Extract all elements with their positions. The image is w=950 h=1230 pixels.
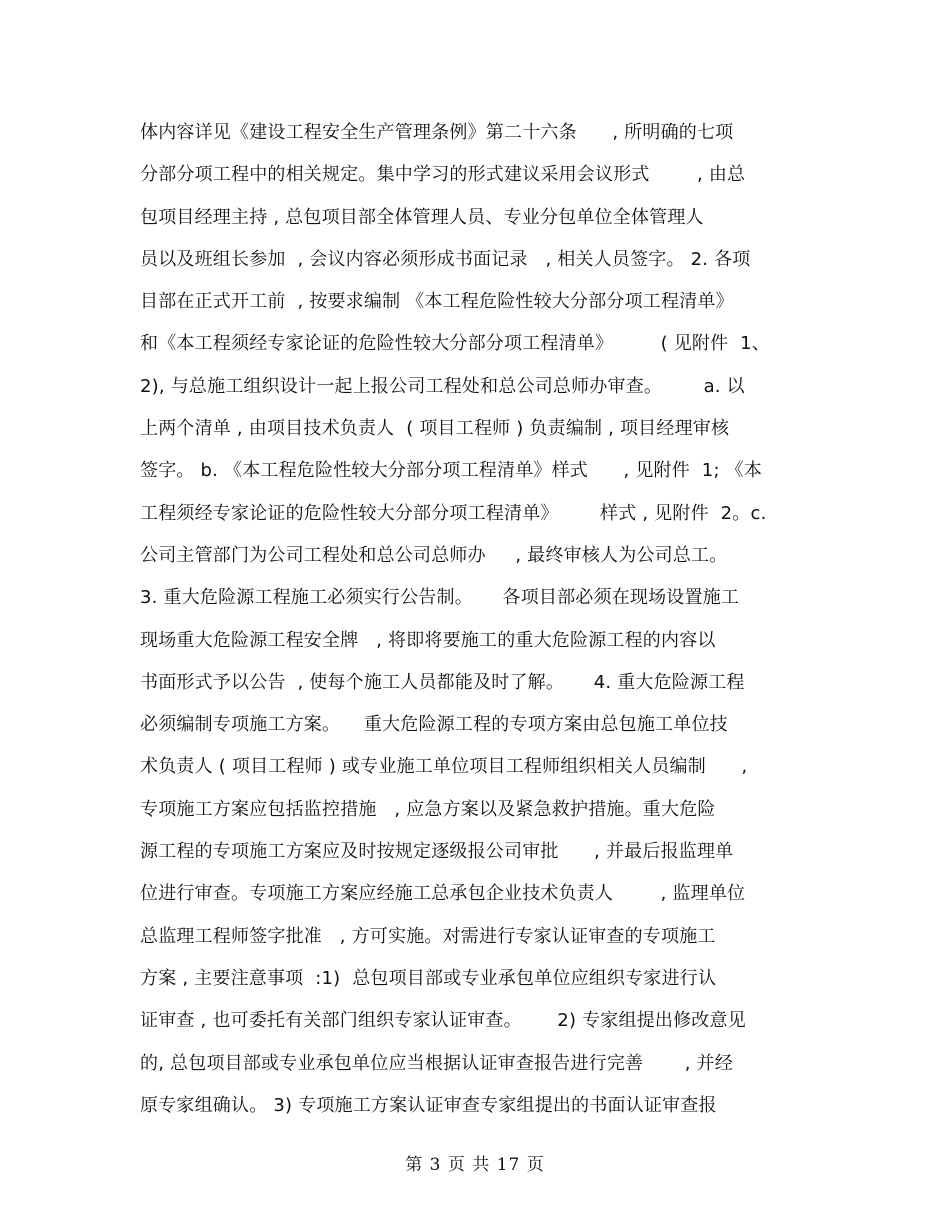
text-line: 包项目经理主持 , 总包项目部全体管理人员、专业分包单位全体管理人 <box>140 206 704 228</box>
text-line: 签字。 b. 《本工程危险性较大分部分项工程清单》样式 , 见附件 1; 《本 <box>140 460 763 482</box>
text-line: 2), 与总施工组织设计一起上报公司工程处和总公司总师办审查。 a. 以 <box>140 375 745 397</box>
text-line: 公司主管部门为公司工程处和总公司总师办 , 最终审核人为公司总工。 <box>140 544 728 566</box>
text-line: 分部分项工程中的相关规定。集中学习的形式建议采用会议形式 , 由总 <box>140 164 746 186</box>
text-line: 术负责人 ( 项目工程师 ) 或专业施工单位项目工程师组织相关人员编制 , <box>140 756 748 778</box>
text-line: 必须编制专项施工方案。 重大危险源工程的专项方案由总包施工单位技 <box>140 714 728 736</box>
body-text <box>140 112 820 1127</box>
text-line: 专项施工方案应包括监控措施 , 应急方案以及紧急救护措施。重大危险 <box>140 798 716 820</box>
text-line: 书面形式予以公告 , 使每个施工人员都能及时了解。 4. 重大危险源工程 <box>140 671 745 693</box>
text-line: 总监理工程师签字批准 , 方可实施。对需进行专家认证审查的专项施工 <box>140 925 716 947</box>
text-line: 员以及班组长参加 , 会议内容必须形成书面记录 , 相关人员签字。 2. 各项 <box>140 248 751 270</box>
text-line: 方案 , 主要注意事项 :1) 总包项目部或专业承包单位应组织专家进行认 <box>140 967 717 989</box>
text-line: 体内容详见《建设工程安全生产管理条例》第二十六条 , 所明确的七项 <box>140 122 734 143</box>
text-line: 原专家组确认。 3) 专项施工方案认证审查专家组提出的书面认证审查报 <box>140 1094 717 1116</box>
text-line: 源工程的专项施工方案应及时按规定逐级报公司审批 , 并最后报监理单 <box>140 841 734 863</box>
text-line: 工程须经专家论证的危险性较大分部分项工程清单》 样式 , 见附件 2。c. <box>140 502 767 524</box>
text-line: 位进行审查。专项施工方案应经施工总承包企业技术负责人 , 监理单位 <box>140 883 746 905</box>
text-line: 3. 重大危险源工程施工必须实行公告制。 各项目部必须在现场设置施工 <box>140 587 740 609</box>
text-line: 证审查 , 也可委托有关部门组织专家认证审查。 2) 专家组提出修改意见 <box>140 1010 746 1032</box>
text-line: 目部在正式开工前 , 按要求编制 《本工程危险性较大分部分项工程清单》 <box>140 291 734 313</box>
text-line: 上两个清单 , 由项目技术负责人 ( 项目工程师 ) 负责编制 , 项目经理审核 <box>140 418 730 440</box>
text-line: 现场重大危险源工程安全牌 , 将即将要施工的重大危险源工程的内容以 <box>140 629 716 651</box>
text-line: 的, 总包项目部或专业承包单位应当根据认证审查报告进行完善 , 并经 <box>140 1052 733 1074</box>
page-footer: 第 3 页 共 17 页 <box>405 1155 545 1175</box>
text-line: 和《本工程须经专家论证的危险性较大分部分项工程清单》 ( 见附件 1、 <box>140 333 771 355</box>
